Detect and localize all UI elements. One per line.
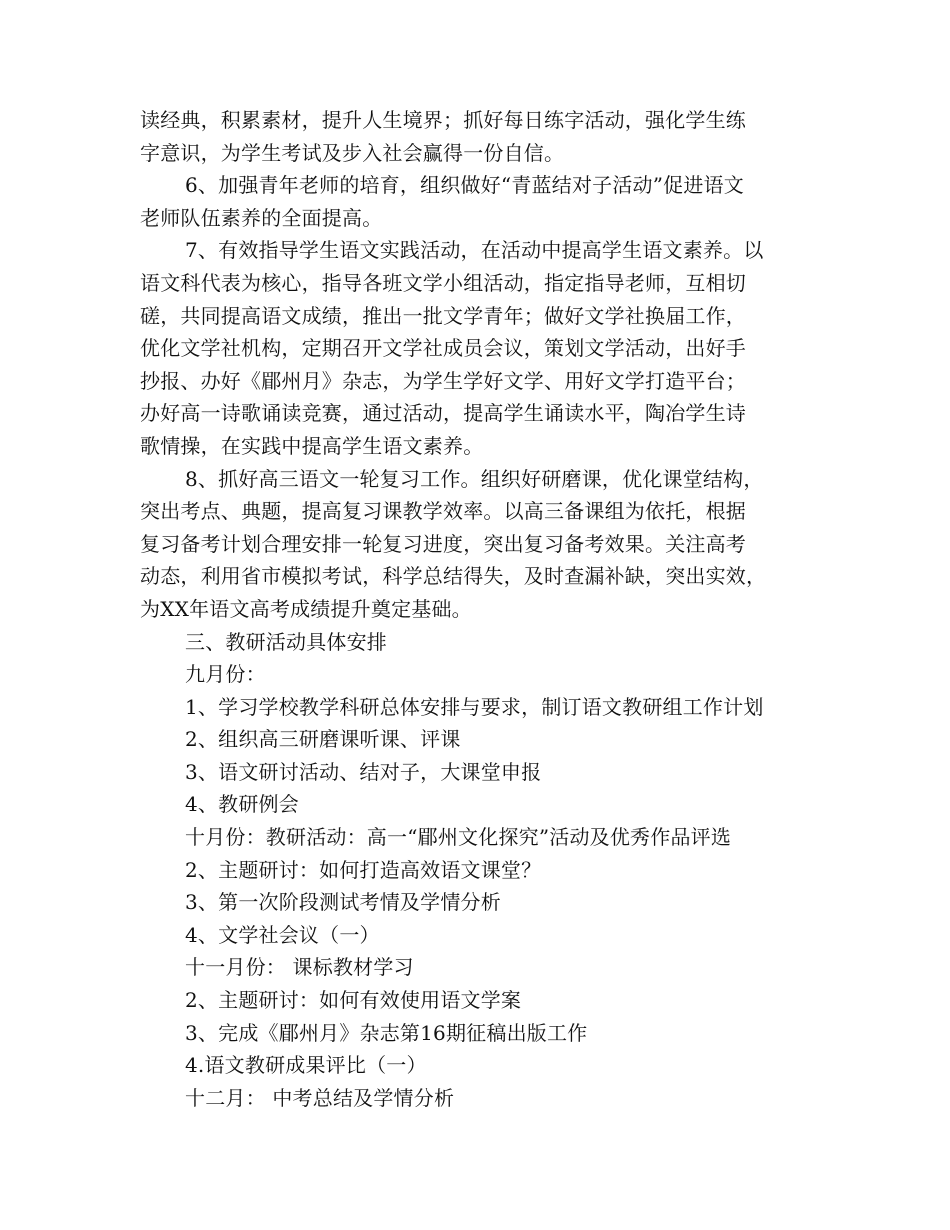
text-line: 语文科代表为核心，指导各班文学小组活动，指定指导老师，互相切 <box>140 270 746 295</box>
text-line: 办好高一诗歌诵读竞赛，通过活动，提高学生诵读水平，陶冶学生诗 <box>140 401 746 426</box>
text-line: 九月份： <box>185 662 266 687</box>
text-line: 8、抓好高三语文一轮复习工作。组织好研磨课，优化课堂结构， <box>185 466 764 491</box>
text-line: 读经典，积累素材，提升人生境界；抓好每日练字活动，强化学生练 <box>140 108 746 132</box>
text-line: 6、加强青年老师的培育，组织做好“青蓝结对子活动”促进语文 <box>185 173 744 198</box>
text-line: 十一月份： 课标教材学习 <box>185 955 414 980</box>
text-line: 2、主题研讨：如何打造高效语文课堂？ <box>185 857 542 882</box>
text-line: 歌情操，在实践中提高学生语文素养。 <box>140 433 484 458</box>
text-line: 三、教研活动具体安排 <box>185 629 387 654</box>
text-line: 3、第一次阶段测试考情及学情分析 <box>185 890 501 915</box>
text-line: 2、组织高三研磨课听课、评课 <box>185 727 461 752</box>
text-line: 3、完成《郿州月》杂志第16期征稿出版工作 <box>185 1020 588 1045</box>
text-line: 为XX年语文高考成绩提升奠定基础。 <box>140 596 472 621</box>
text-line: 7、有效指导学生语文实践活动，在活动中提高学生语文素养。以 <box>185 238 764 263</box>
text-line: 2、主题研讨：如何有效使用语文学案 <box>185 988 522 1013</box>
text-line: 动态，利用省市模拟考试，科学总结得失，及时查漏补缺，突出实效， <box>140 564 767 589</box>
text-line: 字意识，为学生考试及步入社会赢得一份自信。 <box>140 140 565 165</box>
text-line: 3、语文研讨活动、结对子，大课堂申报 <box>185 759 542 784</box>
text-line: 突出考点、典题，提高复习课教学效率。以高三备课组为依托，根据 <box>140 499 746 524</box>
document-body <box>140 104 810 1114</box>
text-line: 4.语文教研成果评比（一） <box>185 1053 427 1078</box>
text-line: 老师队伍素养的全面提高。 <box>140 205 383 230</box>
text-line: 1、学习学校教学科研总体安排与要求，制订语文教研组工作计划 <box>185 694 764 719</box>
text-line: 十月份：教研活动：高一“郿州文化探究”活动及优秀作品评选 <box>185 825 732 850</box>
text-line: 磋，共同提高语文成绩，推出一批文学青年；做好文学社换届工作， <box>140 303 746 328</box>
text-line: 十二月： 中考总结及学情分析 <box>185 1085 455 1110</box>
text-line: 4、文学社会议（一） <box>185 922 380 947</box>
text-line: 4、教研例会 <box>185 792 299 817</box>
text-line: 复习备考计划合理安排一轮复习进度，突出复习备考效果。关注高考 <box>140 531 746 556</box>
text-line: 抄报、办好《郿州月》杂志，为学生学好文学、用好文学打造平台； <box>140 368 746 393</box>
text-line: 优化文学社机构，定期召开文学社成员会议，策划文学活动，出好手 <box>140 336 746 361</box>
